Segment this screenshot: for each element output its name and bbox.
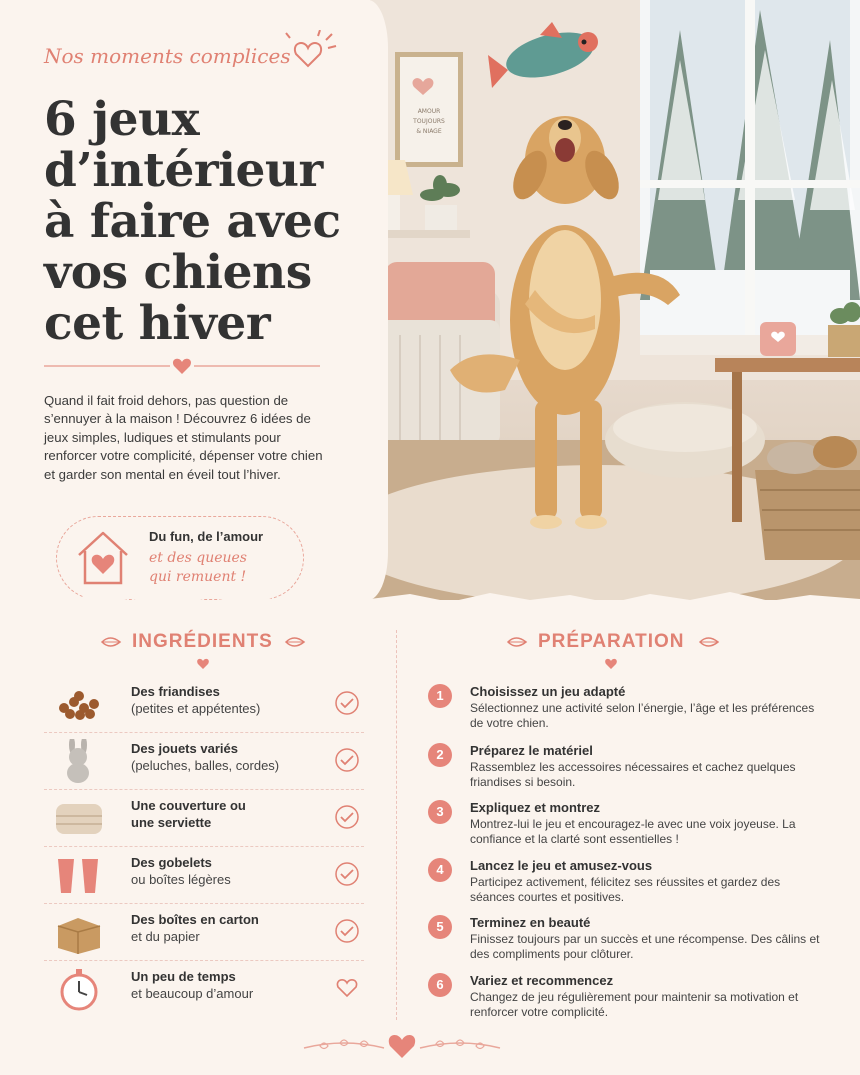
step-title: Choisissez un jeu adapté bbox=[470, 684, 626, 699]
poster-line: TOUJOURS bbox=[413, 118, 445, 125]
ingredient-desc: ou boîtes légères bbox=[131, 872, 231, 887]
step-title: Lancez le jeu et amusez-vous bbox=[470, 858, 653, 873]
ingredient-name: Des boîtes en carton bbox=[131, 912, 259, 927]
step-number: 2 bbox=[428, 743, 452, 767]
check-circle-icon bbox=[334, 918, 360, 944]
title-line: d’intérieur bbox=[44, 143, 323, 198]
ingredient-name: Des gobelets bbox=[131, 855, 212, 870]
living-room-scene bbox=[340, 0, 860, 600]
hero-photo bbox=[340, 0, 860, 600]
title-line: à faire avec bbox=[44, 194, 341, 249]
check-circle-icon bbox=[334, 747, 360, 773]
ingredient-desc: et du papier bbox=[131, 929, 200, 944]
leaf-ornament-icon bbox=[506, 632, 528, 652]
poster-line: & NIAGE bbox=[416, 128, 442, 135]
check-circle-icon bbox=[334, 804, 360, 830]
check-circle-icon bbox=[334, 861, 360, 887]
title-line: 6 jeux bbox=[44, 92, 200, 147]
ingredient-row bbox=[44, 733, 364, 790]
title-line: vos chiens bbox=[44, 245, 312, 300]
badge-text: et des queues bbox=[149, 550, 247, 566]
blanket-icon bbox=[50, 796, 108, 840]
step-title: Variez et recommencez bbox=[470, 973, 614, 988]
small-heart-icon bbox=[604, 658, 618, 670]
ingredient-desc: (petites et appétentes) bbox=[131, 701, 261, 716]
column-divider bbox=[396, 630, 397, 1020]
step-desc: Changez de jeu régulièrement pour maintenir sa motivation et renforcer votre complicité. bbox=[470, 990, 799, 1019]
torn-paper-edge bbox=[0, 578, 860, 618]
ingredient-row bbox=[44, 904, 364, 961]
step-number: 6 bbox=[428, 973, 452, 997]
stopwatch-icon bbox=[50, 967, 108, 1011]
check-circle-icon bbox=[334, 690, 360, 716]
ingredient-name: Une couverture ou bbox=[131, 798, 246, 813]
badge-text: Du fun, de l’amour bbox=[149, 529, 264, 544]
badge-text: qui remuent ! bbox=[149, 569, 247, 585]
footer-heart-ornament bbox=[300, 1030, 504, 1064]
title-line: cet hiver bbox=[44, 296, 271, 351]
step-number: 4 bbox=[428, 858, 452, 882]
ingredient-row bbox=[44, 676, 364, 733]
step-title: Terminez en beauté bbox=[470, 915, 591, 930]
step-desc: Finissez toujours par un succès et une récompense. Des câlins et des compliments pour clôturer. bbox=[470, 932, 820, 961]
treats-icon bbox=[50, 682, 108, 726]
poster-line: AMOUR bbox=[417, 108, 441, 115]
plush-bunny-icon bbox=[50, 739, 108, 783]
ingredient-name: Des friandises bbox=[131, 684, 220, 699]
heart-outline-icon bbox=[334, 975, 360, 1001]
step-title: Expliquez et montrez bbox=[470, 800, 601, 815]
ingredient-desc: une serviette bbox=[131, 815, 212, 830]
leaf-ornament-icon bbox=[100, 632, 122, 652]
cups-icon bbox=[50, 853, 108, 897]
ingredient-row bbox=[44, 847, 364, 904]
ingredients-title: INGRÉDIENTS bbox=[132, 631, 273, 652]
ingredient-name: Des jouets variés bbox=[131, 741, 238, 756]
cardboard-box-icon bbox=[50, 910, 108, 954]
step-desc: Montrez-lui le jeu et encouragez-le avec une voix joyeuse. La confiance et la clarté sont essentielles ! bbox=[470, 817, 796, 846]
ingredient-desc: et beaucoup d’amour bbox=[131, 986, 254, 1001]
step-title: Préparez le matériel bbox=[470, 743, 593, 758]
ingredient-desc: (peluches, balles, cordes) bbox=[131, 758, 280, 773]
ingredient-row bbox=[44, 790, 364, 847]
heart-divider bbox=[44, 356, 320, 376]
heart-doodle-icon bbox=[282, 30, 338, 74]
preparation-title: PRÉPARATION bbox=[538, 631, 685, 652]
page-title bbox=[44, 94, 354, 349]
step-number: 5 bbox=[428, 915, 452, 939]
leaf-ornament-icon bbox=[698, 632, 720, 652]
step-desc: Participez activement, félicitez ses réussites et gardez des séances courtes et positives. bbox=[470, 875, 781, 904]
ingredient-name: Un peu de temps bbox=[131, 969, 236, 984]
ingredient-row bbox=[44, 961, 364, 1018]
intro-text: Quand il fait froid dehors, pas question de s’ennuyer à la maison ! Découvrez 6 idées de jeux simples, ludiques et stimulants pour renforcer votre complicité, dépenser votre chien et garder son mental en éveil tout l’hiver. bbox=[44, 393, 323, 482]
step-desc: Rassemblez les accessoires nécessaires et cachez quelques friandises si besoin. bbox=[470, 760, 796, 789]
step-desc: Sélectionnez une activité selon l’énergie, l’âge et les préférences de votre chien. bbox=[470, 701, 815, 730]
step-number: 1 bbox=[428, 684, 452, 708]
eyebrow-title: Nos moments complices bbox=[44, 44, 291, 68]
small-heart-icon bbox=[196, 658, 210, 670]
leaf-ornament-icon bbox=[284, 632, 306, 652]
step-number: 3 bbox=[428, 800, 452, 824]
